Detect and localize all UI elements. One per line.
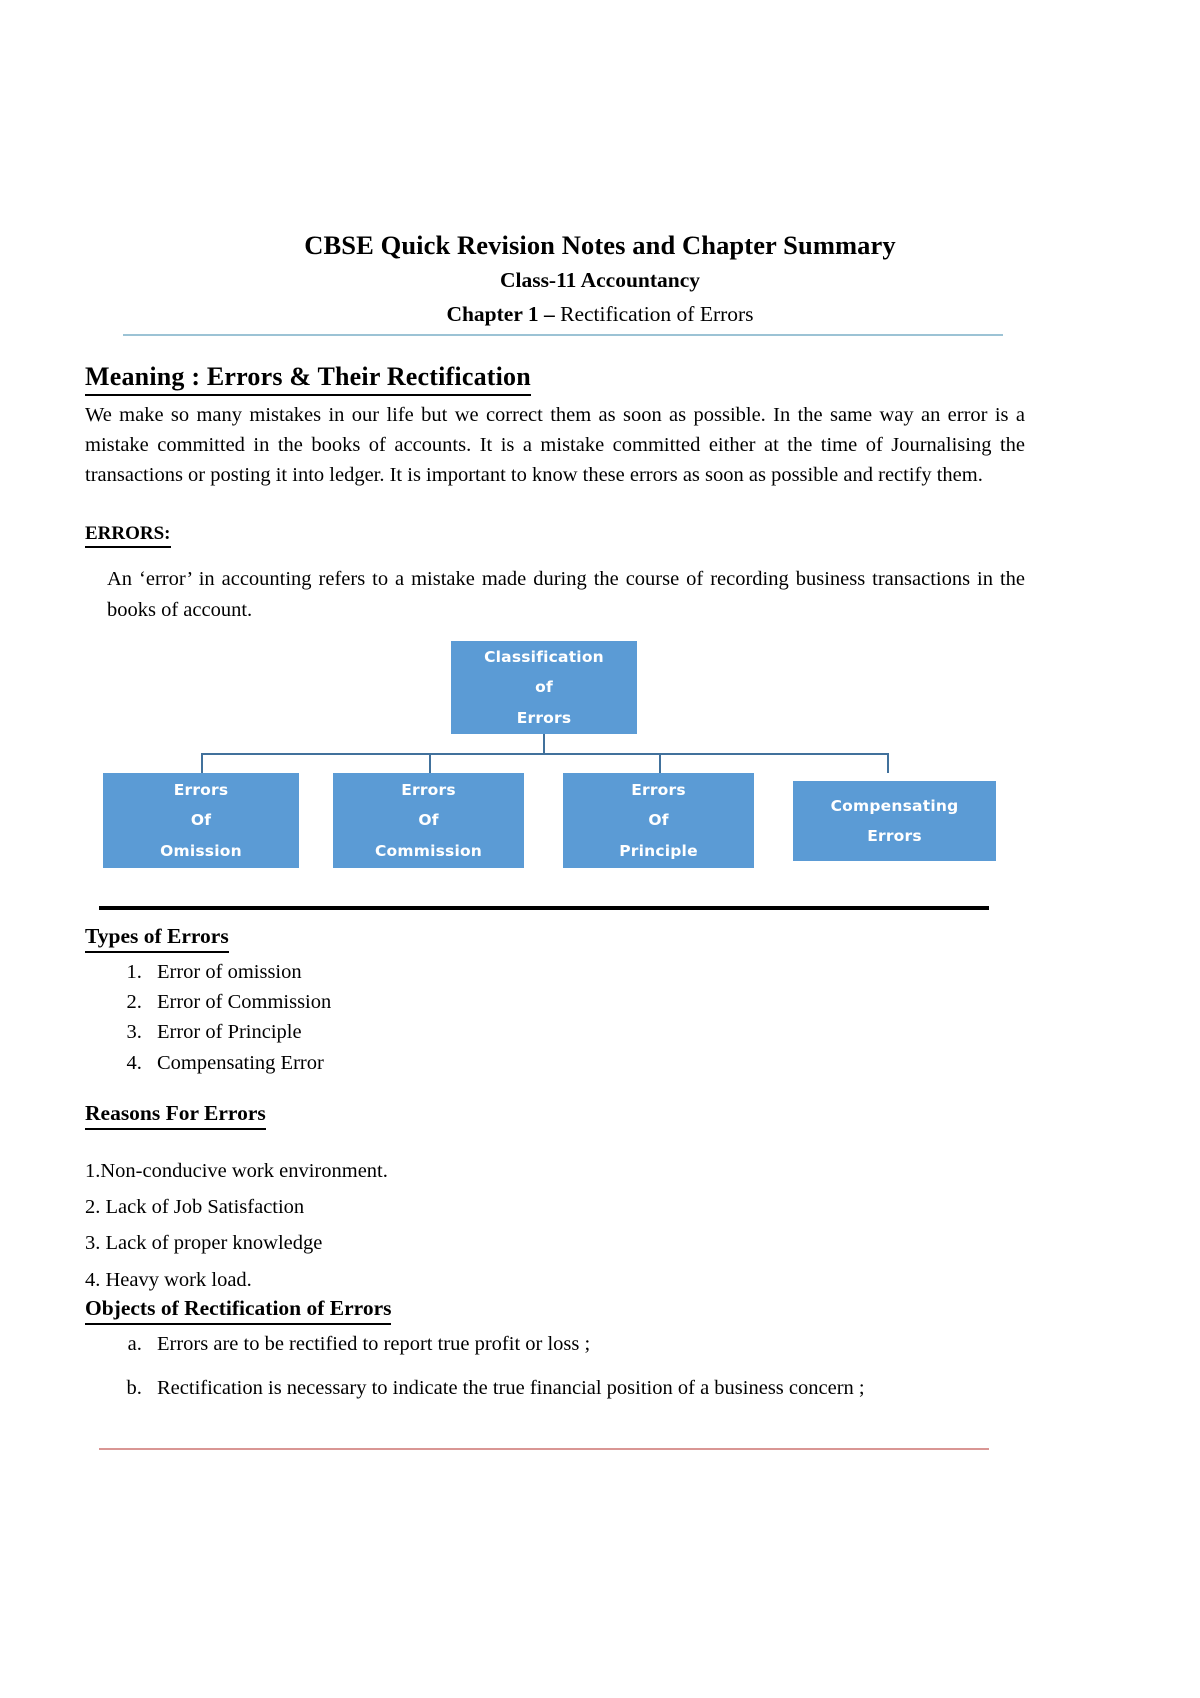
reasons-for-errors-heading: Reasons For Errors [85, 1100, 266, 1130]
types-of-errors-heading: Types of Errors [85, 923, 229, 953]
section-divider [99, 906, 989, 910]
list-item: b. Rectification is necessary to indicate the true financial position of a business concern ; [147, 1373, 1025, 1403]
errors-section [85, 522, 1025, 625]
list-item: a. Errors are to be rectified to report true profit or loss ; [147, 1329, 1025, 1359]
list-item: 3. Lack of proper knowledge [85, 1232, 323, 1255]
errors-heading: ERRORS: [85, 522, 171, 548]
node-child4-line2: Errors [867, 827, 922, 845]
node-child3-line1: Errors [631, 781, 686, 800]
document-subtitle-chapter [0, 299, 1200, 330]
list-item: 3. Error of Principle [147, 1017, 1025, 1047]
node-child2-line3: Commission [374, 841, 483, 860]
types-of-errors-section [85, 923, 1025, 1078]
connector-drop-1 [201, 753, 203, 773]
document-subtitle-class: Class-11 Accountancy [499, 267, 701, 292]
list-item: 2. Lack of Job Satisfaction [85, 1195, 305, 1218]
list-item: 4. Heavy work load. [85, 1268, 252, 1291]
node-root-line3: Errors [516, 708, 572, 727]
node-child3-line2: Of [648, 811, 669, 830]
header-divider [123, 334, 1003, 336]
node-child4-line1: Compensating [830, 796, 959, 815]
connector-root-stem [543, 734, 545, 754]
objects-of-rectification-heading: Objects of Rectification of Errors [85, 1295, 391, 1325]
objects-of-rectification-section [85, 1295, 1025, 1417]
objects-of-rectification-list [85, 1329, 1025, 1404]
list-item: 2. Error of Commission [147, 987, 1025, 1017]
node-root-line2: of [535, 678, 553, 697]
node-child1-line3: Omission [160, 841, 242, 860]
node-root-line1: Classification [484, 648, 604, 667]
flowchart-node-errors-of-commission [333, 773, 524, 868]
flowchart-node-root [451, 641, 637, 734]
chapter-label: Chapter 1 – [446, 302, 561, 327]
meaning-heading: Meaning : Errors & Their Rectification [85, 360, 531, 396]
document-title: CBSE Quick Revision Notes and Chapter Summary [304, 230, 896, 260]
connector-drop-4 [887, 753, 889, 773]
node-child2-line1: Errors [401, 781, 456, 800]
reasons-for-errors-section [85, 1100, 1025, 1295]
meaning-section [85, 360, 1025, 491]
node-child1-line1: Errors [173, 781, 229, 800]
types-of-errors-list [85, 957, 1025, 1078]
errors-definition: An ‘error’ in accounting refers to a mistake made during the course of recording business transactions in the books of account. [107, 567, 1025, 621]
footer-divider [99, 1448, 989, 1450]
reasons-for-errors-list [85, 1156, 1025, 1295]
list-item: 1. Error of omission [147, 957, 1025, 987]
list-item: 4. Compensating Error [147, 1048, 1025, 1078]
document-header [0, 228, 1200, 330]
connector-horizontal-bus [201, 753, 889, 755]
meaning-paragraph: We make so many mistakes in our life but we correct them as soon as possible. In the same way an error is a mistake committed in the books of accounts. It is a mistake committed either at the time of Journalising the transactions or posting it into ledger. It is important to know these errors as soon as possible and rectify them. [85, 403, 1025, 487]
connector-drop-2 [429, 753, 431, 773]
flowchart-node-compensating-errors [793, 781, 996, 861]
connector-drop-3 [659, 753, 661, 773]
node-child1-line2: Of [190, 811, 212, 830]
classification-flowchart [85, 636, 1015, 886]
node-child3-line3: Principle [619, 841, 698, 860]
node-child2-line2: Of [418, 811, 439, 830]
flowchart-node-errors-of-principle [563, 773, 754, 868]
flowchart-node-errors-of-omission [103, 773, 299, 868]
chapter-title: Rectification of Errors [560, 302, 754, 327]
list-item: 1.Non-conducive work environment. [85, 1159, 388, 1182]
